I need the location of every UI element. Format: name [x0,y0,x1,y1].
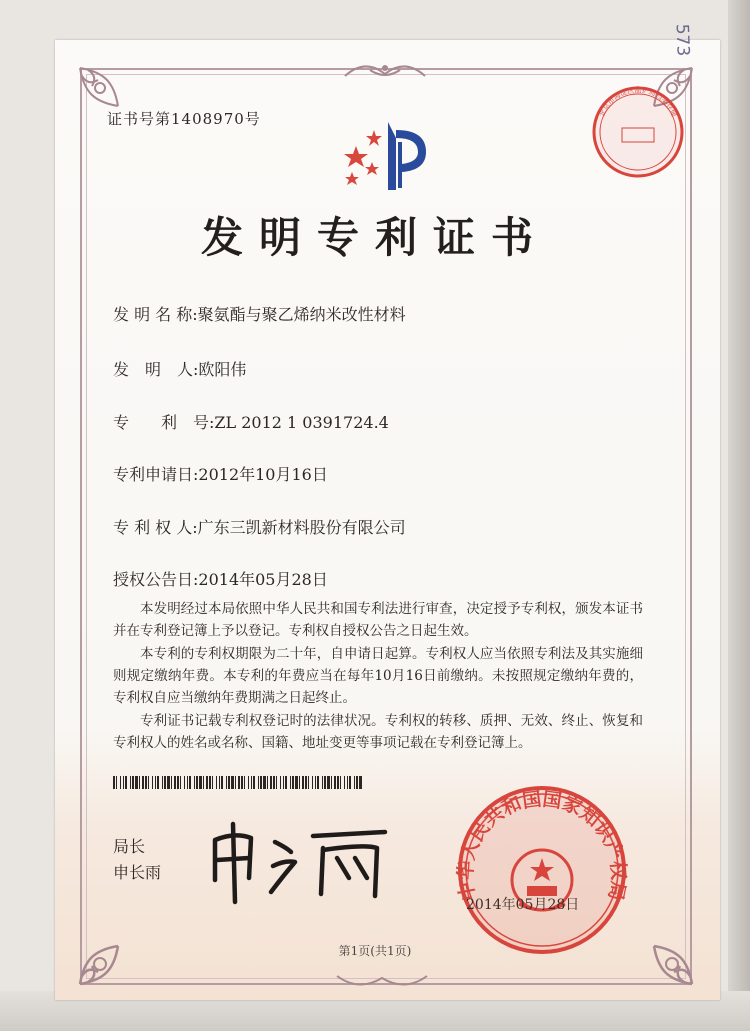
archive-seal [588,82,688,182]
signatory-name: 申长雨 [113,863,162,882]
field-patent-number [113,410,389,433]
grant-date-label: 授权公告日: [113,570,199,589]
seal-date: 2014年05月28日 [466,897,580,913]
seal-text: 中华人民共和国国家知识产权局 [454,788,630,903]
archive-seal-text: 北京市海淀区监护局档案存储 [597,86,679,119]
filing-date-label: 专利申请日: [113,465,199,484]
field-inventor [113,357,246,380]
barcode [113,776,363,789]
filing-date-value: 2012年10月16日 [198,465,328,484]
field-patentee [113,515,406,538]
handwritten-note: 573 [671,23,693,57]
invention-name-label: 发 明 名 称: [113,305,198,324]
bottom-ornament [332,968,432,994]
grant-date-value: 2014年05月28日 [198,570,328,589]
page-title: 发明专利证书 [200,213,549,262]
signatory-block [113,834,161,886]
official-seal [447,784,637,954]
field-filing-date [113,462,328,485]
body-paragraph: 本专利的专利权期限为二十年，自申请日起算。专利权人应当依照专利法及其实施细则规定缴纳年费。本专利的年费应当在每年10月16日前缴纳。未按照规定缴纳年费的，专利权自应当缴纳年费期满之日起终止。 [113,646,643,706]
inventor-value: 欧阳伟 [198,360,247,379]
scan-edge-right [728,0,750,1031]
invention-name-value: 聚氨酯与聚乙烯纳米改性材料 [197,305,406,324]
body-paragraph: 专利证书记载专利权登记时的法律状况。专利权的转移、质押、无效、终止、恢复和专利权人的姓名或名称、国籍、地址变更等事项记载在专利登记簿上。 [113,713,643,751]
patent-number-label: 专 利 号: [113,413,215,432]
signatory-title: 局长 [113,837,146,856]
field-invention-name [113,302,406,325]
body-paragraph: 本发明经过本局依照中华人民共和国专利法进行审查，决定授予专利权，颁发本证书并在专利登记簿上予以登记。专利权自授权公告之日起生效。 [113,601,643,639]
inventor-label: 发 明 人: [113,360,199,379]
patentee-value: 广东三凯新材料股份有限公司 [197,518,406,537]
patent-office-logo-icon [330,118,440,198]
patent-number-value: ZL 2012 1 0391724.4 [214,413,389,432]
top-ornament [340,56,430,86]
certificate-body [113,598,643,755]
signature [205,818,405,908]
page-indicator: 第1页(共1页) [338,944,412,958]
field-grant-date [113,567,328,590]
certificate-number: 证书号第1408970号 [107,110,261,128]
patentee-label: 专 利 权 人: [113,518,198,537]
